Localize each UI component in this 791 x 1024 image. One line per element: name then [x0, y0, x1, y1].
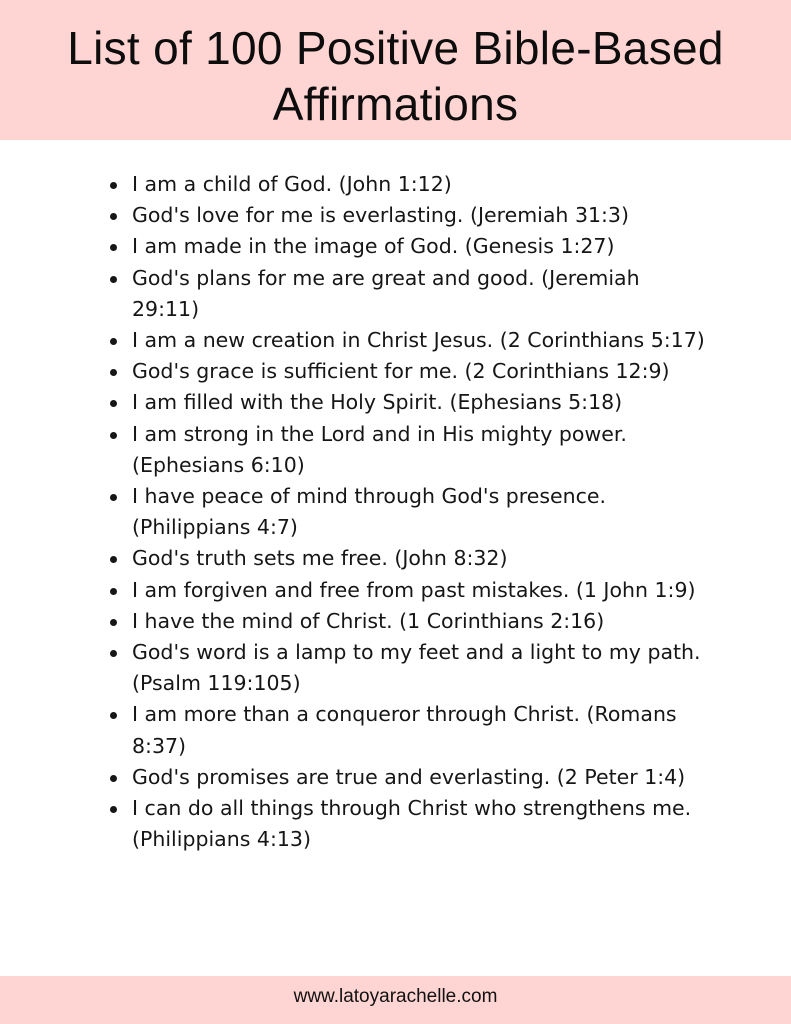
bullet-icon — [110, 556, 117, 563]
list-item — [108, 543, 708, 574]
list-item — [108, 200, 708, 231]
affirmation-text: I have peace of mind through God's presence. (Philippians 4:7) — [132, 484, 607, 540]
affirmation-text: God's plans for me are great and good. (Jeremiah 29:11) — [132, 265, 640, 321]
list-item — [108, 231, 708, 262]
bullet-icon — [110, 806, 117, 813]
list-item — [108, 762, 708, 793]
list-item — [108, 419, 708, 481]
affirmation-text: I am a child of God. (John 1:12) — [132, 172, 452, 196]
bullet-icon — [110, 619, 117, 626]
bullet-icon — [110, 213, 117, 220]
list-item — [108, 387, 708, 418]
bullet-icon — [110, 588, 117, 595]
affirmation-text: I am more than a conqueror through Christ. (Romans 8:37) — [132, 702, 677, 758]
affirmation-text: God's truth sets me free. (John 8:32) — [132, 546, 508, 571]
bullet-icon — [110, 432, 117, 439]
affirmation-list — [108, 169, 708, 855]
affirmation-text: I am made in the image of God. (Genesis 1:27) — [132, 234, 615, 259]
list-item — [108, 637, 708, 699]
bullet-icon — [110, 182, 117, 189]
bullet-icon — [110, 712, 117, 719]
bullet-icon — [110, 494, 117, 501]
list-item — [108, 793, 708, 855]
affirmation-text: I can do all things through Christ who strengthens me. (Philippians 4:13) — [132, 796, 692, 852]
bullet-icon — [110, 276, 117, 283]
list-item — [108, 263, 708, 325]
list-item — [108, 699, 708, 761]
list-item — [108, 356, 708, 387]
bullet-icon — [110, 650, 117, 657]
header-banner — [0, 0, 791, 140]
list-item — [108, 169, 708, 200]
list-item — [108, 606, 708, 637]
bullet-icon — [110, 244, 117, 251]
footer-banner — [0, 976, 791, 1024]
affirmation-text: God's word is a lamp to my feet and a light to my path. (Psalm 119:105) — [132, 640, 701, 696]
bullet-icon — [110, 400, 117, 407]
page-title: List of 100 Positive Bible-Based Affirmations — [67, 22, 724, 130]
affirmation-text: I am forgiven and free from past mistakes. (1 John 1:9) — [132, 577, 696, 602]
affirmation-text: God's love for me is everlasting. (Jeremiah 31:3) — [132, 203, 629, 228]
affirmation-text: God's promises are true and everlasting. (2 Peter 1:4) — [132, 764, 686, 789]
bullet-icon — [110, 369, 117, 376]
list-item — [108, 481, 708, 543]
list-item — [108, 575, 708, 606]
affirmation-text: I have the mind of Christ. (1 Corinthians 2:16) — [132, 608, 605, 633]
list-item — [108, 325, 708, 356]
affirmation-text: I am filled with the Holy Spirit. (Ephesians 5:18) — [132, 390, 623, 415]
bullet-icon — [110, 338, 117, 345]
website-url: www.latoyarachelle.com — [293, 986, 498, 1007]
affirmation-text: I am strong in the Lord and in His mighty power. (Ephesians 6:10) — [132, 421, 627, 477]
affirmation-text: God's grace is sufficient for me. (2 Corinthians 12:9) — [132, 359, 670, 384]
bullet-icon — [110, 775, 117, 782]
affirmation-text: I am a new creation in Christ Jesus. (2 Corinthians 5:17) — [132, 328, 705, 353]
